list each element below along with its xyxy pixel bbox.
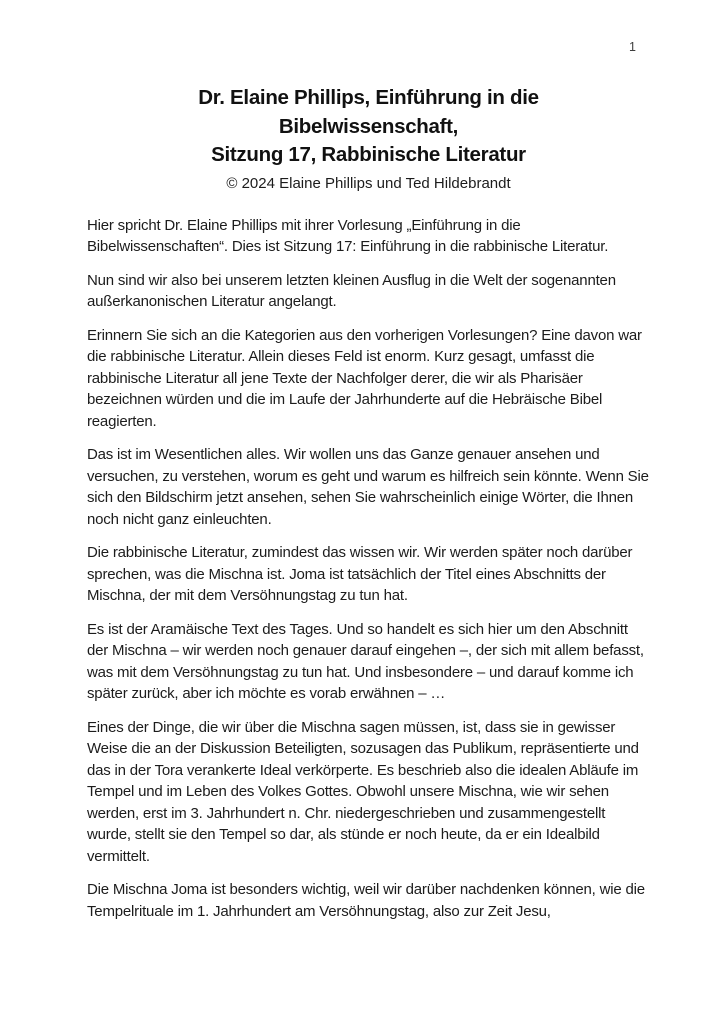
document-title-line-2: Bibelwissenschaft, [278,114,459,138]
paragraph-1: Hier spricht Dr. Elaine Phillips mit ihrer Vorlesung „Einführung in die Bibelwissenschaften“. Dies ist Sitzung 17: Einführung in die rabbinische Literatur. [87,216,609,255]
paragraph-7: Eines der Dinge, die wir über die Mischna sagen müssen, ist, dass sie in gewisser Weise die an der Diskussion Beteiligten, sozusagen das Publikum, repräsentierte und das in der Tora verankerte Ideal verkörperte. Es beschrieb also die idealen Abläufe im Tempel und im Leben des Volkes Gottes. Obwohl unsere Mischna, wie wir sehen werden, erst im 3. Jahrhundert n. Chr. niedergeschrieben und zusammengestellt wurde, stellt sie den Tempel so dar, als stünde er noch heute, da er ein Idealbild vermittelt. [87,718,639,865]
paragraph-6: Es ist der Aramäische Text des Tages. Und so handelt es sich hier um den Abschnitt der Mischna – wir werden noch genauer darauf eingehen –, der sich mit allem befasst, was mit dem Versöhnungstag zu tun hat. Und insbesondere – und darauf komme ich später zurück, aber ich möchte es vorab erwähnen – … [87,620,644,702]
document-title-line-1: Dr. Elaine Phillips, Einführung in die [198,86,539,109]
copyright-line: © 2024 Elaine Phillips und Ted Hildebrandt [226,174,511,192]
page-content [87,0,650,934]
paragraph-3: Erinnern Sie sich an die Kategorien aus den vorherigen Vorlesungen? Eine davon war die rabbinische Literatur. Allein dieses Feld ist enorm. Kurz gesagt, umfasst die rabbinische Literatur all jene Texte der Nachfolger derer, die wir als Pharisäer bezeichnen würden und die im Laufe der Jahrhunderte auf die Hebräische Bibel reagierten. [87,326,642,430]
document-title-line-3: Sitzung 17, Rabbinische Literatur [211,143,526,166]
paragraph-8: Die Mischna Joma ist besonders wichtig, weil wir darüber nachdenken können, wie die Tempelrituale im 1. Jahrhundert am Versöhnungstag, also zur Zeit Jesu, [87,881,645,920]
paragraph-2: Nun sind wir also bei unserem letzten kleinen Ausflug in die Welt der sogenannten außerkanonischen Literatur angelangt. [87,271,616,310]
paragraph-4: Das ist im Wesentlichen alles. Wir wollen uns das Ganze genauer ansehen und versuchen, zu verstehen, worum es geht und warum es hilfreich sein könnte. Wenn Sie sich den Bildschirm jetzt ansehen, sehen Sie wahrscheinlich einige Wörter, die Ihnen noch nicht ganz einleuchten. [87,446,649,528]
transcript-body [87,215,650,923]
paragraph-5: Die rabbinische Literatur, zumindest das wissen wir. Wir werden später noch darüber sprechen, was die Mischna ist. Joma ist tatsächlich der Titel eines Abschnitts der Mischna, der mit dem Versöhnungstag zu tun hat. [87,544,633,604]
page-number: 1 [629,40,636,54]
document-title [87,84,650,170]
